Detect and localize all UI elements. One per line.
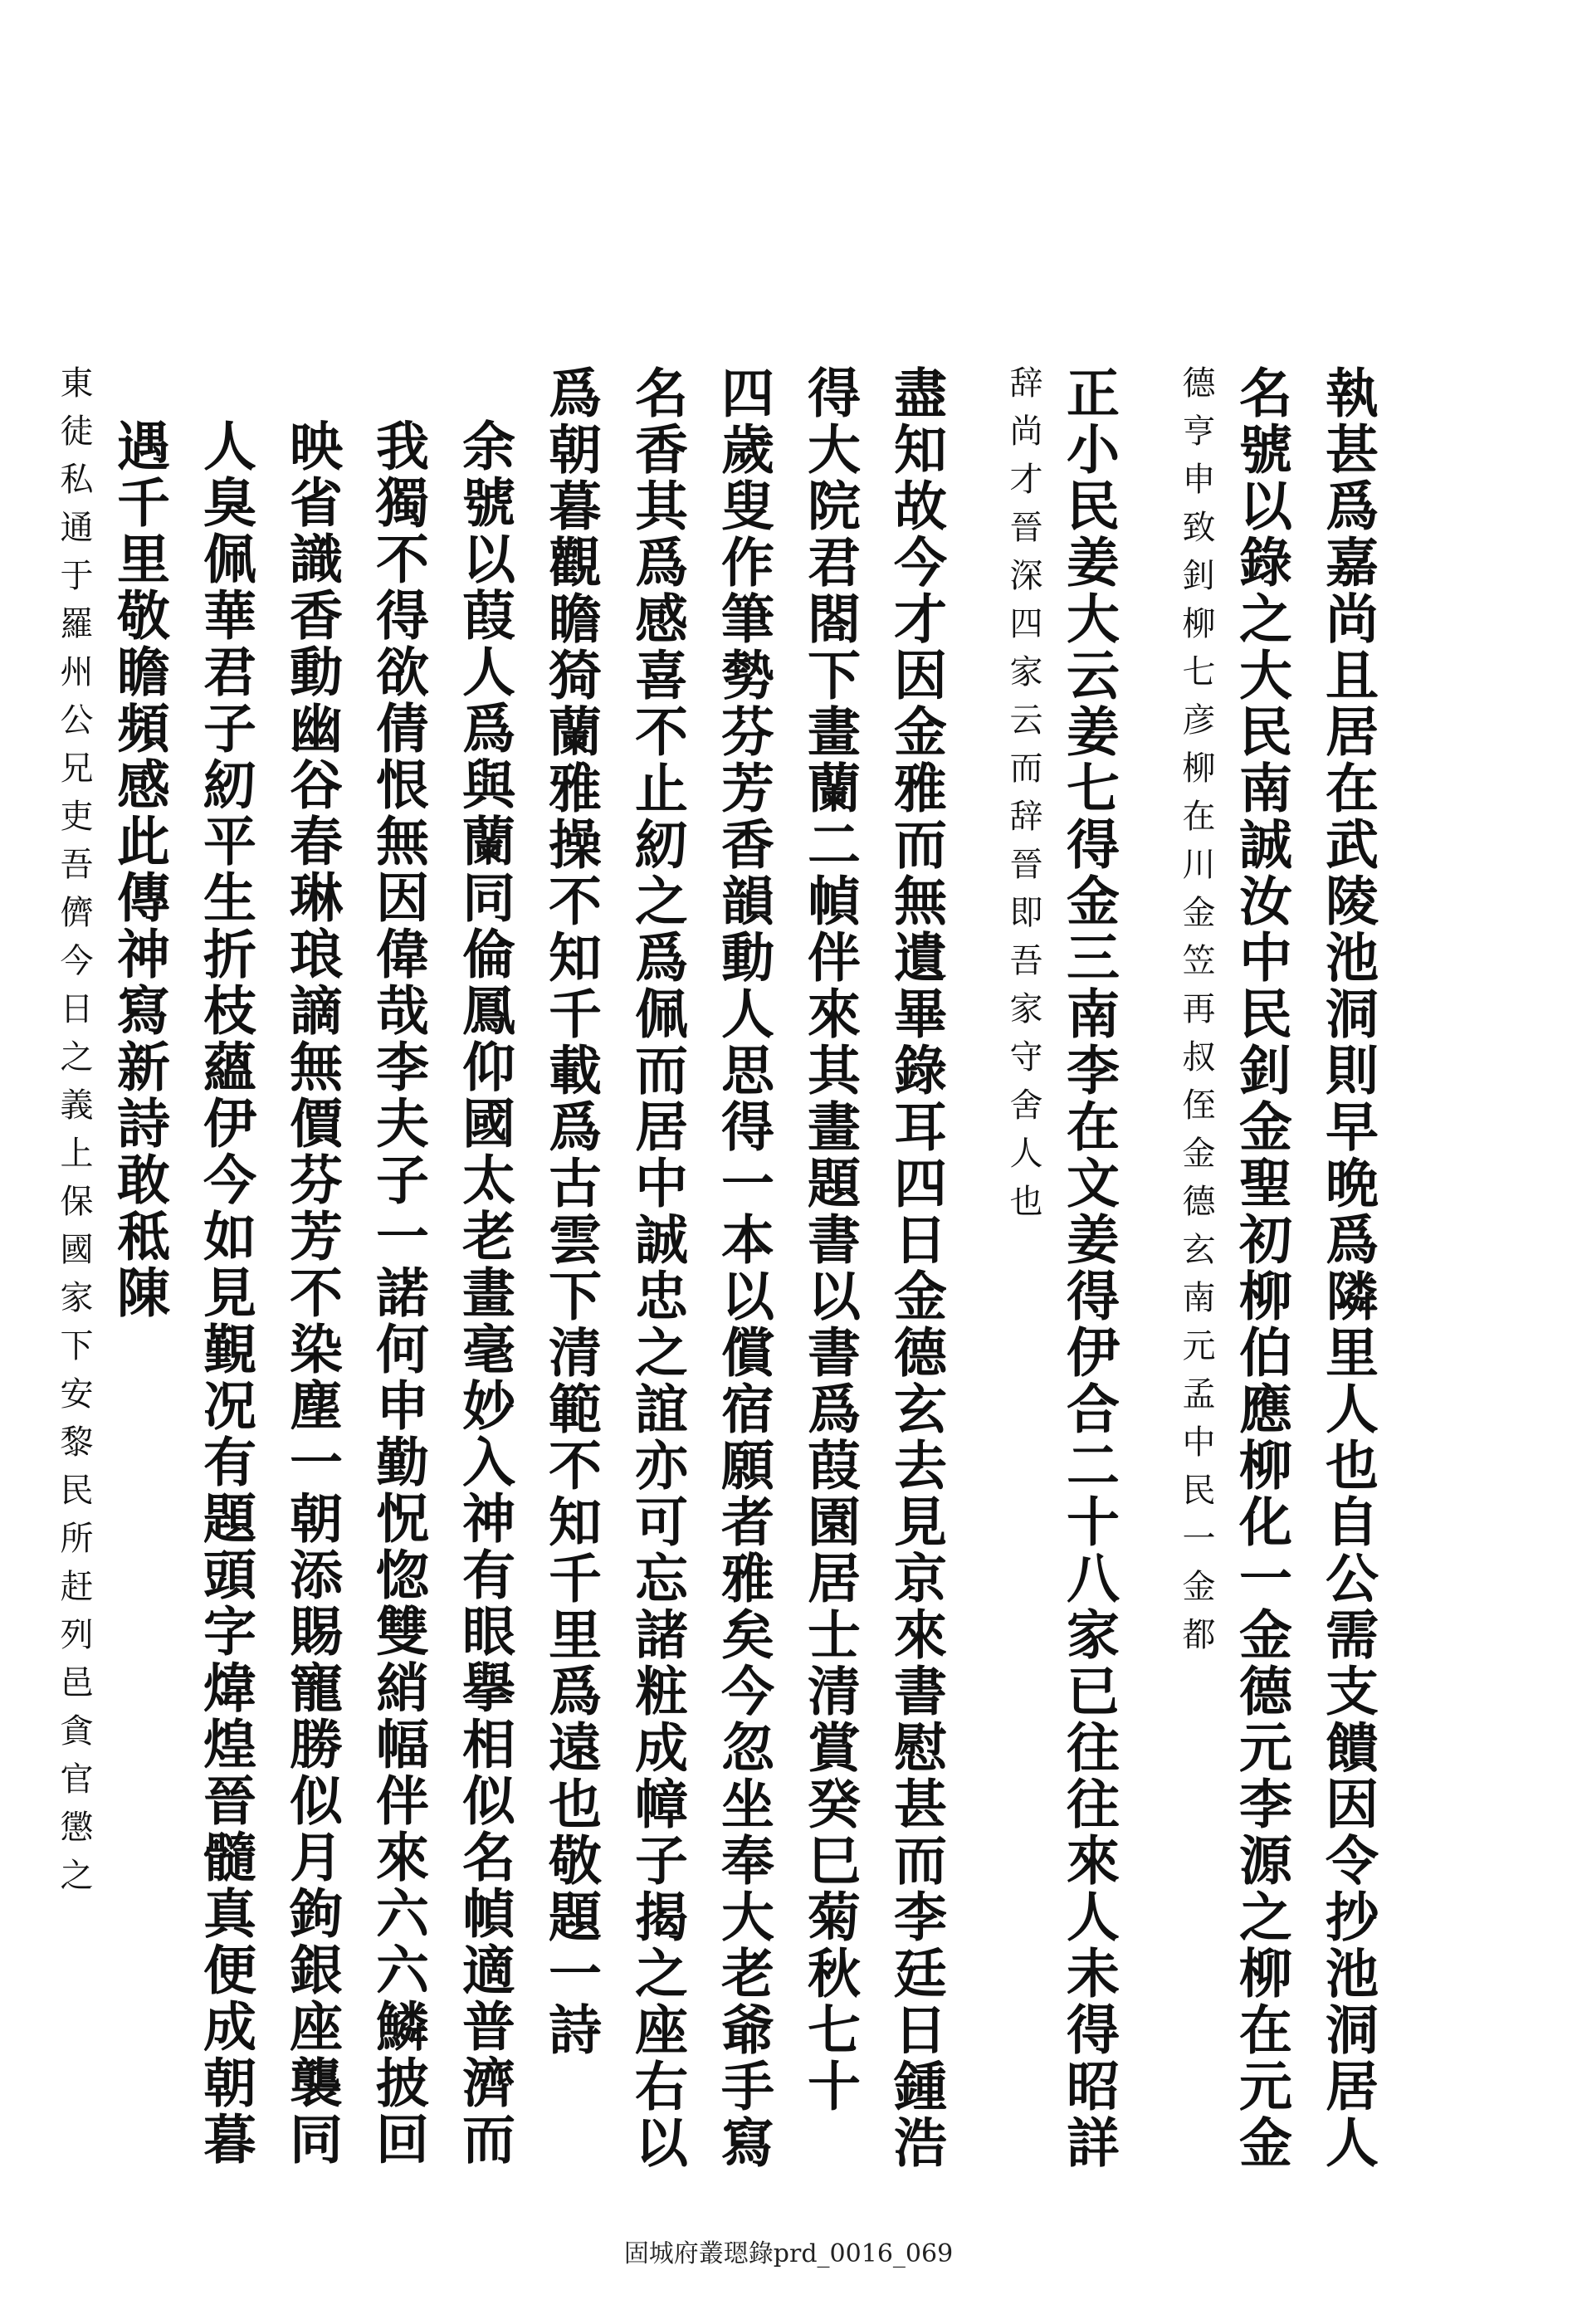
- vertical-text-block: [0, 365, 1390, 2171]
- text-column-2: 名號以錄之大民南誠汝中民釗金聖初柳伯應柳化一金德元李源之柳在元金: [1230, 365, 1292, 2171]
- text-column-4: 正小民姜大云姜七得金三南李在文姜得伊合二十八家已往往來人未得昭詳: [1057, 365, 1120, 2171]
- text-column-5-annotation: 辞尚才晉深四家云而辞晉即吾家守舍人也: [1004, 365, 1042, 1232]
- text-column-12: 我獨不得欲倩恨無因偉哉李夫子一諾何申勤怳惚雙綃幅伴來六六鱗披回: [367, 418, 429, 2168]
- text-column-3-annotation: 德亨申致釗柳七彦柳在川金笠再叔侄金德玄南元孟中民一金都: [1177, 365, 1215, 1665]
- text-column-14: 人臭佩華君子紉平生折枝蘊伊今如見覲况有題頭字煒煌晉髓真便成朝暮: [194, 418, 256, 2168]
- text-column-8: 四歲叟作筆勢芬芳香韻動人思得一本以償宿願者雅矣今忽坐奉大老爺手寫: [712, 365, 774, 2171]
- text-column-7: 得大院君閤下畫蘭二幀伴來其畫題書以書爲葭園居士清賞癸巳菊秋七十: [798, 365, 861, 2115]
- page-footer-label: 固城府叢𤨒錄prd_0016_069: [623, 2239, 954, 2268]
- text-column-17: [0, 365, 9, 1268]
- text-column-13: 映省識香動幽谷春琳琅謫無價芬芳不染塵一朝添賜寵勝似月鉤銀座襲同: [281, 418, 343, 2168]
- text-column-6: 盡知故今才因金雅而無遺畢錄耳四日金德玄去見京來書慰甚而李廷日鍾浩: [885, 365, 947, 2171]
- text-column-10: 爲朝暮觀瞻猗蘭雅操不知千載爲古雲下清範不知千里爲遠也敬題一詩: [540, 365, 602, 2058]
- text-column-15: 遇千里敬瞻頻感此傳神寫新詩敢秪陳: [108, 418, 170, 1321]
- text-column-9: 名香其爲感喜不止紉之爲佩而居中誠忠之誼亦可忘諸粧成幛子揭之座右以: [626, 365, 688, 2171]
- text-column-11: 余號以葭人爲與蘭同倫鳳仰國太老畫毫妙入神有眼擧相似名幀適普濟而: [453, 418, 515, 2168]
- text-column-1: 執甚爲嘉尚且居在武陵池洞則早晩爲隣里人也自公需支饋因令抄池洞居人: [1316, 365, 1379, 2171]
- text-column-16-annotation: 東徒私通于羅州公兄吏吾儕今日之義上保國家下安黎民所赶列邑貪官懲之: [55, 365, 93, 1906]
